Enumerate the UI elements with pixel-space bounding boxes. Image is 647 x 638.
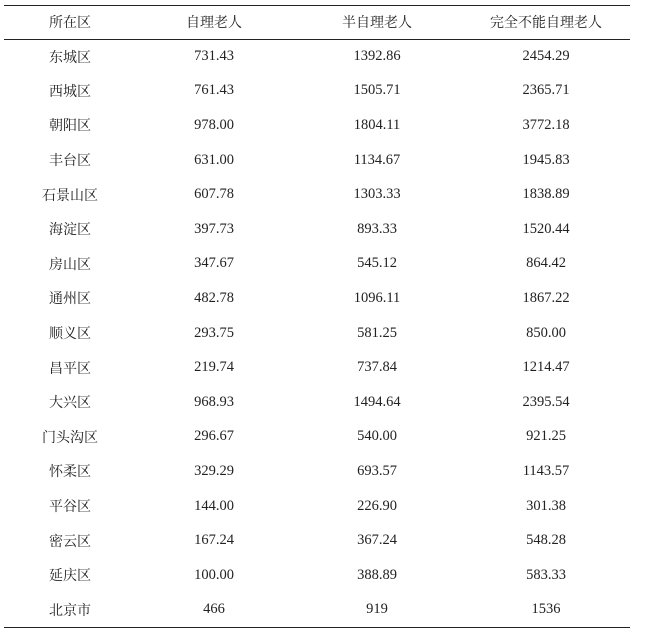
table-row	[4, 558, 630, 593]
table-row	[4, 247, 630, 282]
table-row	[4, 143, 630, 178]
table-body	[4, 39, 630, 627]
table-row	[4, 489, 630, 524]
cell-no-self-care: 1536	[531, 601, 561, 618]
cell-self-care: 607.78	[194, 186, 234, 203]
cell-self-care: 968.93	[194, 393, 234, 410]
cell-semi-self-care: 893.33	[357, 220, 397, 237]
cell-district: 门头沟区	[42, 429, 98, 446]
cell-semi-self-care: 1303.33	[353, 186, 401, 203]
table-row	[4, 108, 630, 143]
cell-self-care: 482.78	[194, 289, 234, 306]
header-semi-self-care: 半自理老人	[292, 6, 462, 39]
cell-no-self-care: 1214.47	[522, 359, 570, 376]
cell-no-self-care: 548.28	[526, 532, 566, 549]
cell-self-care: 631.00	[194, 151, 234, 168]
cell-semi-self-care: 693.57	[357, 462, 397, 479]
cell-no-self-care: 1838.89	[522, 186, 570, 203]
elderly-care-table	[4, 6, 630, 627]
cell-no-self-care: 921.25	[526, 428, 566, 445]
cell-district: 丰台区	[49, 153, 91, 170]
cell-no-self-care: 1520.44	[522, 220, 570, 237]
cell-no-self-care: 583.33	[526, 566, 566, 583]
cell-semi-self-care: 1505.71	[353, 82, 401, 99]
cell-self-care: 978.00	[194, 116, 234, 133]
table-row	[4, 316, 630, 351]
cell-self-care: 329.29	[194, 462, 234, 479]
cell-no-self-care: 850.00	[526, 324, 566, 341]
cell-district: 延庆区	[49, 568, 91, 585]
header-district: 所在区	[4, 6, 136, 39]
cell-semi-self-care: 540.00	[357, 428, 397, 445]
cell-district: 密云区	[49, 533, 91, 550]
table-row	[4, 177, 630, 212]
cell-semi-self-care: 545.12	[357, 255, 397, 272]
cell-district: 平谷区	[49, 499, 91, 516]
cell-no-self-care: 301.38	[526, 497, 566, 514]
cell-district: 海淀区	[49, 222, 91, 239]
cell-no-self-care: 864.42	[526, 255, 566, 272]
cell-semi-self-care: 1804.11	[353, 116, 401, 133]
cell-self-care: 347.67	[194, 255, 234, 272]
cell-no-self-care: 3772.18	[522, 116, 570, 133]
cell-semi-self-care: 226.90	[357, 497, 397, 514]
table-row	[4, 593, 630, 628]
cell-self-care: 296.67	[194, 428, 234, 445]
cell-semi-self-care: 1494.64	[353, 393, 401, 410]
cell-no-self-care: 1143.57	[522, 462, 570, 479]
cell-district: 顺义区	[49, 326, 91, 343]
cell-district: 大兴区	[49, 395, 91, 412]
cell-district: 房山区	[49, 256, 91, 273]
cell-self-care: 100.00	[194, 566, 234, 583]
cell-self-care: 293.75	[194, 324, 234, 341]
cell-semi-self-care: 367.24	[357, 532, 397, 549]
table-row	[4, 212, 630, 247]
table-row	[4, 385, 630, 420]
header-no-self-care: 完全不能自理老人	[462, 6, 630, 39]
cell-self-care: 731.43	[194, 48, 234, 65]
table-row	[4, 523, 630, 558]
cell-district: 东城区	[49, 49, 91, 66]
table-row	[4, 39, 630, 74]
table-header	[4, 6, 630, 39]
cell-self-care: 761.43	[194, 82, 234, 99]
cell-district: 北京市	[49, 602, 91, 619]
cell-semi-self-care: 1134.67	[353, 151, 401, 168]
cell-semi-self-care: 737.84	[357, 359, 397, 376]
table-row	[4, 350, 630, 385]
cell-semi-self-care: 919	[366, 601, 388, 618]
cell-no-self-care: 1867.22	[522, 289, 570, 306]
cell-self-care: 219.74	[194, 359, 234, 376]
cell-no-self-care: 2395.54	[522, 393, 570, 410]
cell-district: 怀柔区	[49, 464, 91, 481]
header-self-care: 自理老人	[136, 6, 292, 39]
table-row	[4, 454, 630, 489]
cell-district: 朝阳区	[49, 118, 91, 135]
table-row	[4, 281, 630, 316]
cell-semi-self-care: 1392.86	[353, 48, 401, 65]
cell-self-care: 144.00	[194, 497, 234, 514]
cell-district: 通州区	[49, 291, 91, 308]
cell-no-self-care: 2365.71	[522, 82, 570, 99]
cell-semi-self-care: 581.25	[357, 324, 397, 341]
cell-district: 石景山区	[42, 187, 98, 204]
cell-semi-self-care: 388.89	[357, 566, 397, 583]
table-row	[4, 420, 630, 455]
table-row	[4, 74, 630, 109]
cell-district: 昌平区	[49, 360, 91, 377]
data-table-container	[4, 5, 630, 628]
cell-self-care: 167.24	[194, 532, 234, 549]
header-row	[4, 6, 630, 39]
cell-self-care: 466	[203, 601, 225, 618]
cell-district: 西城区	[49, 83, 91, 100]
cell-no-self-care: 2454.29	[522, 48, 570, 65]
cell-self-care: 397.73	[194, 220, 234, 237]
cell-no-self-care: 1945.83	[522, 151, 570, 168]
cell-semi-self-care: 1096.11	[353, 289, 401, 306]
